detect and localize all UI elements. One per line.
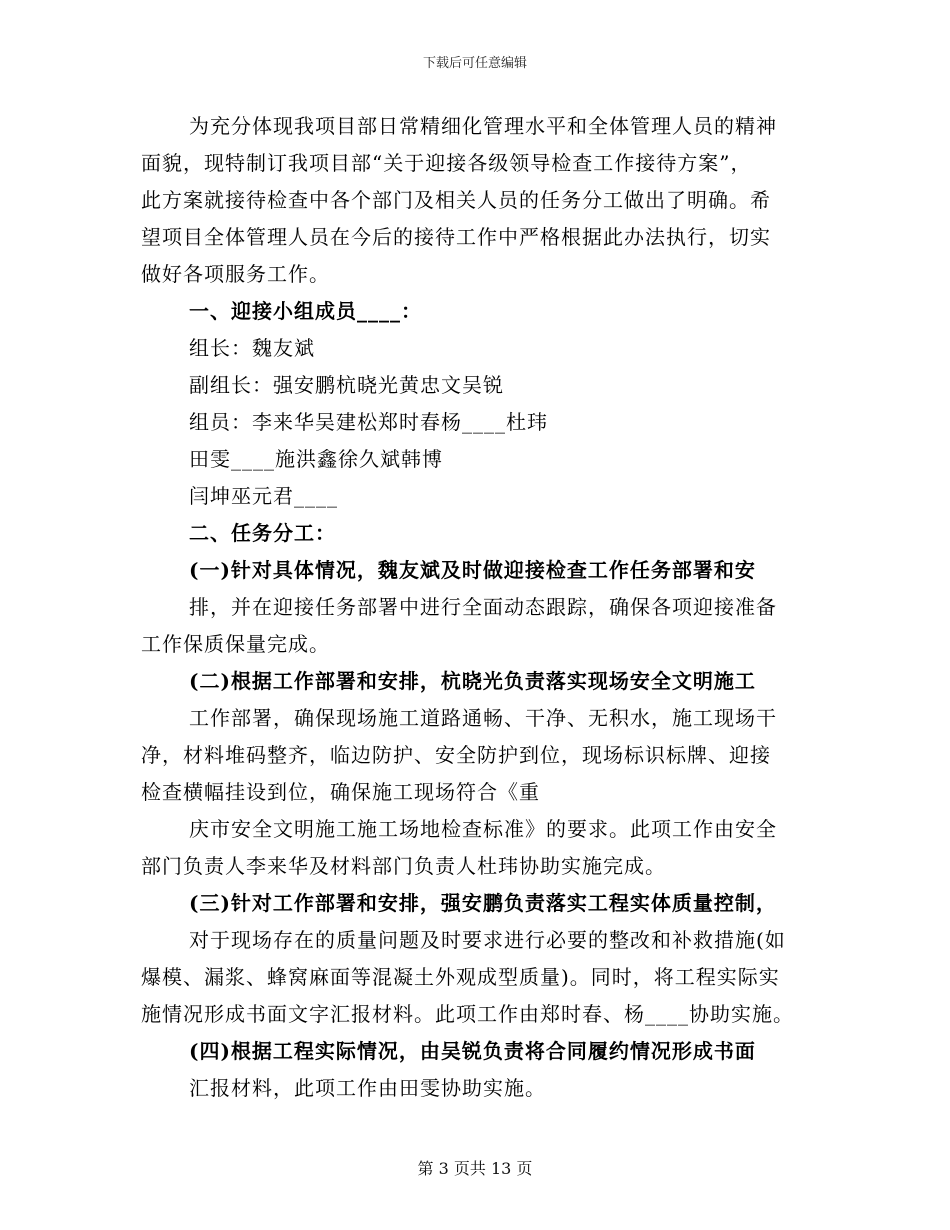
body-text-line: 工作部署，确保现场施工道路通畅、干净、无积水，施工现场干 [189, 706, 777, 730]
body-text-line: 闫坤巫元君____ [189, 484, 338, 508]
body-text-line: 对于现场存在的质量问题及时要求进行必要的整改和补救措施(如 [189, 928, 786, 952]
body-text-line: 此方案就接待检查中各个部门及相关人员的任务分工做出了明确。希 [141, 188, 771, 212]
section-heading-line: 一、迎接小组成员____： [189, 299, 422, 323]
body-text-line: 组员：李来华吴建松郑时春杨____杜玮 [189, 410, 548, 434]
body-text-line: 组长：魏友斌 [189, 336, 315, 360]
body-text-line: 施情况形成书面文字汇报材料。此项工作由郑时春、杨____协助实施。 [141, 1002, 794, 1026]
section-heading-line: (四)根据工程实际情况，由吴锐负责将合同履约情况形成书面 [189, 1039, 756, 1063]
document-body [141, 108, 821, 1107]
body-text-line: 庆市安全文明施工施工场地检查标准》的要求。此项工作由安全 [189, 817, 777, 841]
body-text-line: 望项目全体管理人员在今后的接待工作中严格根据此办法执行，切实 [141, 225, 771, 249]
body-text-line: 爆模、漏浆、蜂窝麻面等混凝土外观成型质量)。同时，将工程实际实 [141, 965, 780, 989]
body-text-line: 净，材料堆码整齐，临边防护、安全防护到位，现场标识标牌、迎接 [141, 743, 771, 767]
body-text-line: 田雯____施洪鑫徐久斌韩博 [189, 447, 443, 471]
body-text-line: 汇报材料，此项工作由田雯协助实施。 [189, 1076, 546, 1100]
section-heading-line: (一)针对具体情况，魏友斌及时做迎接检查工作任务部署和安 [189, 558, 756, 582]
section-heading-line: 二、任务分工： [189, 521, 336, 545]
body-text-line: 检查横幅挂设到位，确保施工现场符合《重 [141, 780, 540, 804]
page-footer: 第 3 页共 13 页 [417, 1159, 533, 1178]
section-heading-line: (二)根据工作部署和安排，杭晓光负责落实现场安全文明施工 [189, 669, 756, 693]
body-text-line: 工作保质保量完成。 [141, 632, 330, 656]
body-text-line: 副组长：强安鹏杭晓光黄忠文吴锐 [189, 373, 504, 397]
body-text-line: 部门负责人李来华及材料部门负责人杜玮协助实施完成。 [141, 854, 666, 878]
body-text-line: 为充分体现我项目部日常精细化管理水平和全体管理人员的精神 [189, 114, 777, 138]
page-header: 下载后可任意编辑 [422, 56, 527, 71]
body-text-line: 面貌，现特制订我项目部“关于迎接各级领导检查工作接待方案”， [141, 151, 752, 175]
body-text-line: 排，并在迎接任务部署中进行全面动态跟踪，确保各项迎接准备 [189, 595, 777, 619]
section-heading-line: (三)针对工作部署和安排，强安鹏负责落实工程实体质量控制， [189, 891, 777, 915]
body-text-line: 做好各项服务工作。 [141, 262, 330, 286]
